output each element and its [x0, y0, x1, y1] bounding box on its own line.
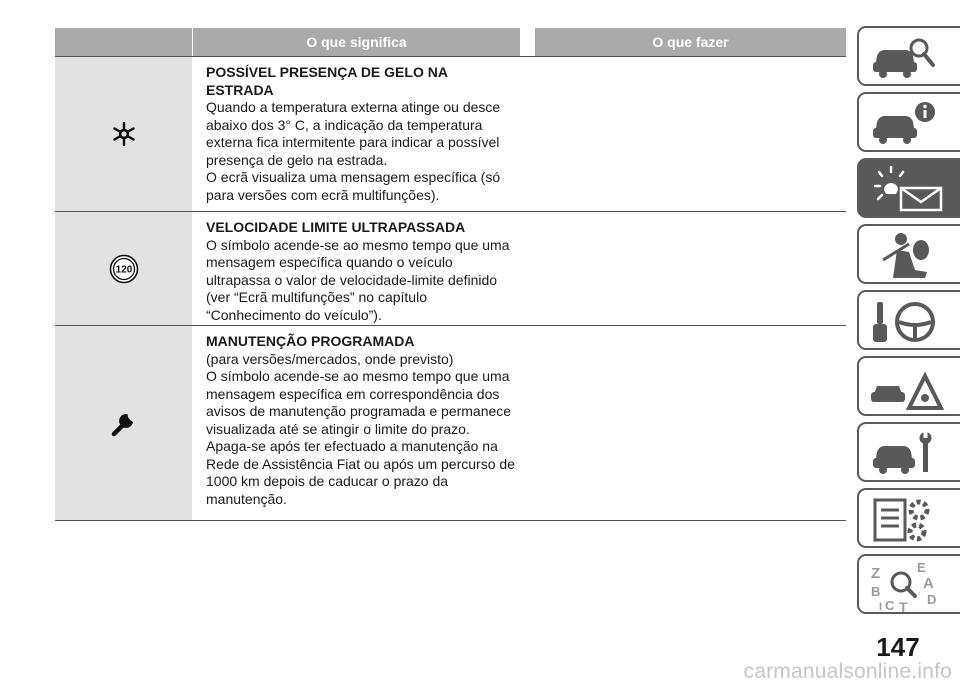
row-text: Rede de Assistência Fiat ou após um percurso de	[206, 455, 515, 472]
index-letter: T	[899, 599, 908, 612]
warning-light-message-icon	[869, 164, 949, 216]
row-text: externa fica intermitente para indicar a possível	[206, 134, 500, 150]
index-letter: A	[923, 575, 934, 592]
header-action: O que fazer	[535, 28, 846, 56]
tab-maintenance[interactable]	[857, 422, 960, 482]
meaning-cell	[192, 57, 524, 211]
tab-warning-lights[interactable]	[857, 158, 960, 218]
action-cell	[524, 57, 846, 211]
table-row	[55, 212, 846, 326]
index-letter: D	[927, 592, 937, 607]
row-text: mensagem específica em correspondência dos	[206, 385, 500, 402]
table-row	[55, 326, 846, 521]
row-text: visualizada até se atingir o limite do prazo.	[206, 420, 470, 437]
row-text: O ecrã visualiza uma mensagem específica (só	[206, 169, 501, 185]
index-letter: E	[917, 560, 926, 575]
icon-cell	[55, 326, 192, 520]
row-text: O símbolo acende-se ao mesmo tempo que uma	[206, 236, 510, 253]
alphabetical-index-icon	[869, 560, 949, 612]
speed-limit-icon	[109, 254, 139, 284]
tab-car-info[interactable]	[857, 92, 960, 152]
page-number: 147	[876, 632, 920, 662]
row-text: 1000 km depois de caducar o prazo da	[206, 473, 449, 489]
header-icon-column	[55, 28, 192, 56]
row-text: para versões com ecrã multifunções).	[206, 186, 440, 203]
tab-starting-driving[interactable]	[857, 290, 960, 350]
row-text: “Conhecimento do veículo”).	[206, 306, 382, 323]
speed-limit-value: 120	[115, 264, 132, 276]
index-letter: B	[871, 584, 881, 599]
car-breakdown-warning-icon	[869, 362, 949, 414]
car-search-icon	[869, 32, 939, 84]
index-letter: I	[879, 601, 883, 612]
tab-technical-data[interactable]	[857, 488, 960, 548]
row-text: (para versões/mercados, onde previsto)	[206, 350, 454, 367]
row-text: abaixo dos 3° C, a indicação da temperatura	[206, 116, 483, 133]
tab-index[interactable]	[857, 554, 960, 614]
row-text: ultrapassa o valor de velocidade-limite definido	[206, 271, 498, 288]
row-title: MANUTENÇÃO PROGRAMADA	[206, 333, 415, 349]
tab-safety[interactable]	[857, 224, 960, 284]
watermark: carmanualsonline.info	[743, 660, 952, 683]
table-header	[55, 28, 846, 56]
index-letter: Z	[871, 565, 881, 582]
row-text: mensagem específica quando o veículo	[206, 254, 453, 270]
table-row	[55, 56, 846, 212]
tab-emergency[interactable]	[857, 356, 960, 416]
car-wrench-icon	[869, 428, 939, 480]
icon-cell	[55, 57, 192, 211]
row-text: Quando a temperatura externa atinge ou desce	[206, 99, 501, 115]
car-info-icon	[869, 98, 939, 150]
row-title: VELOCIDADE LIMITE ULTRAPASSADA	[206, 219, 466, 235]
row-title: ESTRADA	[206, 81, 274, 98]
index-letter: C	[885, 598, 895, 612]
specifications-gear-icon	[869, 494, 939, 546]
action-cell	[524, 212, 846, 325]
meaning-cell	[192, 212, 524, 325]
snowflake-icon	[111, 121, 137, 147]
meaning-cell	[192, 326, 524, 520]
icon-cell	[55, 212, 192, 325]
wrench-icon	[108, 407, 140, 439]
action-cell	[524, 326, 846, 520]
key-steering-wheel-icon	[869, 296, 939, 348]
row-text: (ver “Ecrã multifunções” no capítulo	[206, 289, 427, 305]
header-meaning: O que significa	[193, 28, 520, 56]
row-text: Apaga-se após ter efectuado a manutenção na	[206, 438, 498, 454]
row-text: presença de gelo na estrada.	[206, 151, 388, 168]
row-title: POSSÍVEL PRESENÇA DE GELO NA	[206, 64, 448, 80]
row-text: avisos de manutenção programada e permanece	[206, 403, 512, 419]
warning-lights-table	[55, 28, 846, 521]
row-text: O símbolo acende-se ao mesmo tempo que uma	[206, 368, 510, 384]
row-text: manutenção.	[206, 490, 287, 507]
airbag-passenger-icon	[869, 230, 939, 282]
tab-car-search[interactable]	[857, 26, 960, 86]
